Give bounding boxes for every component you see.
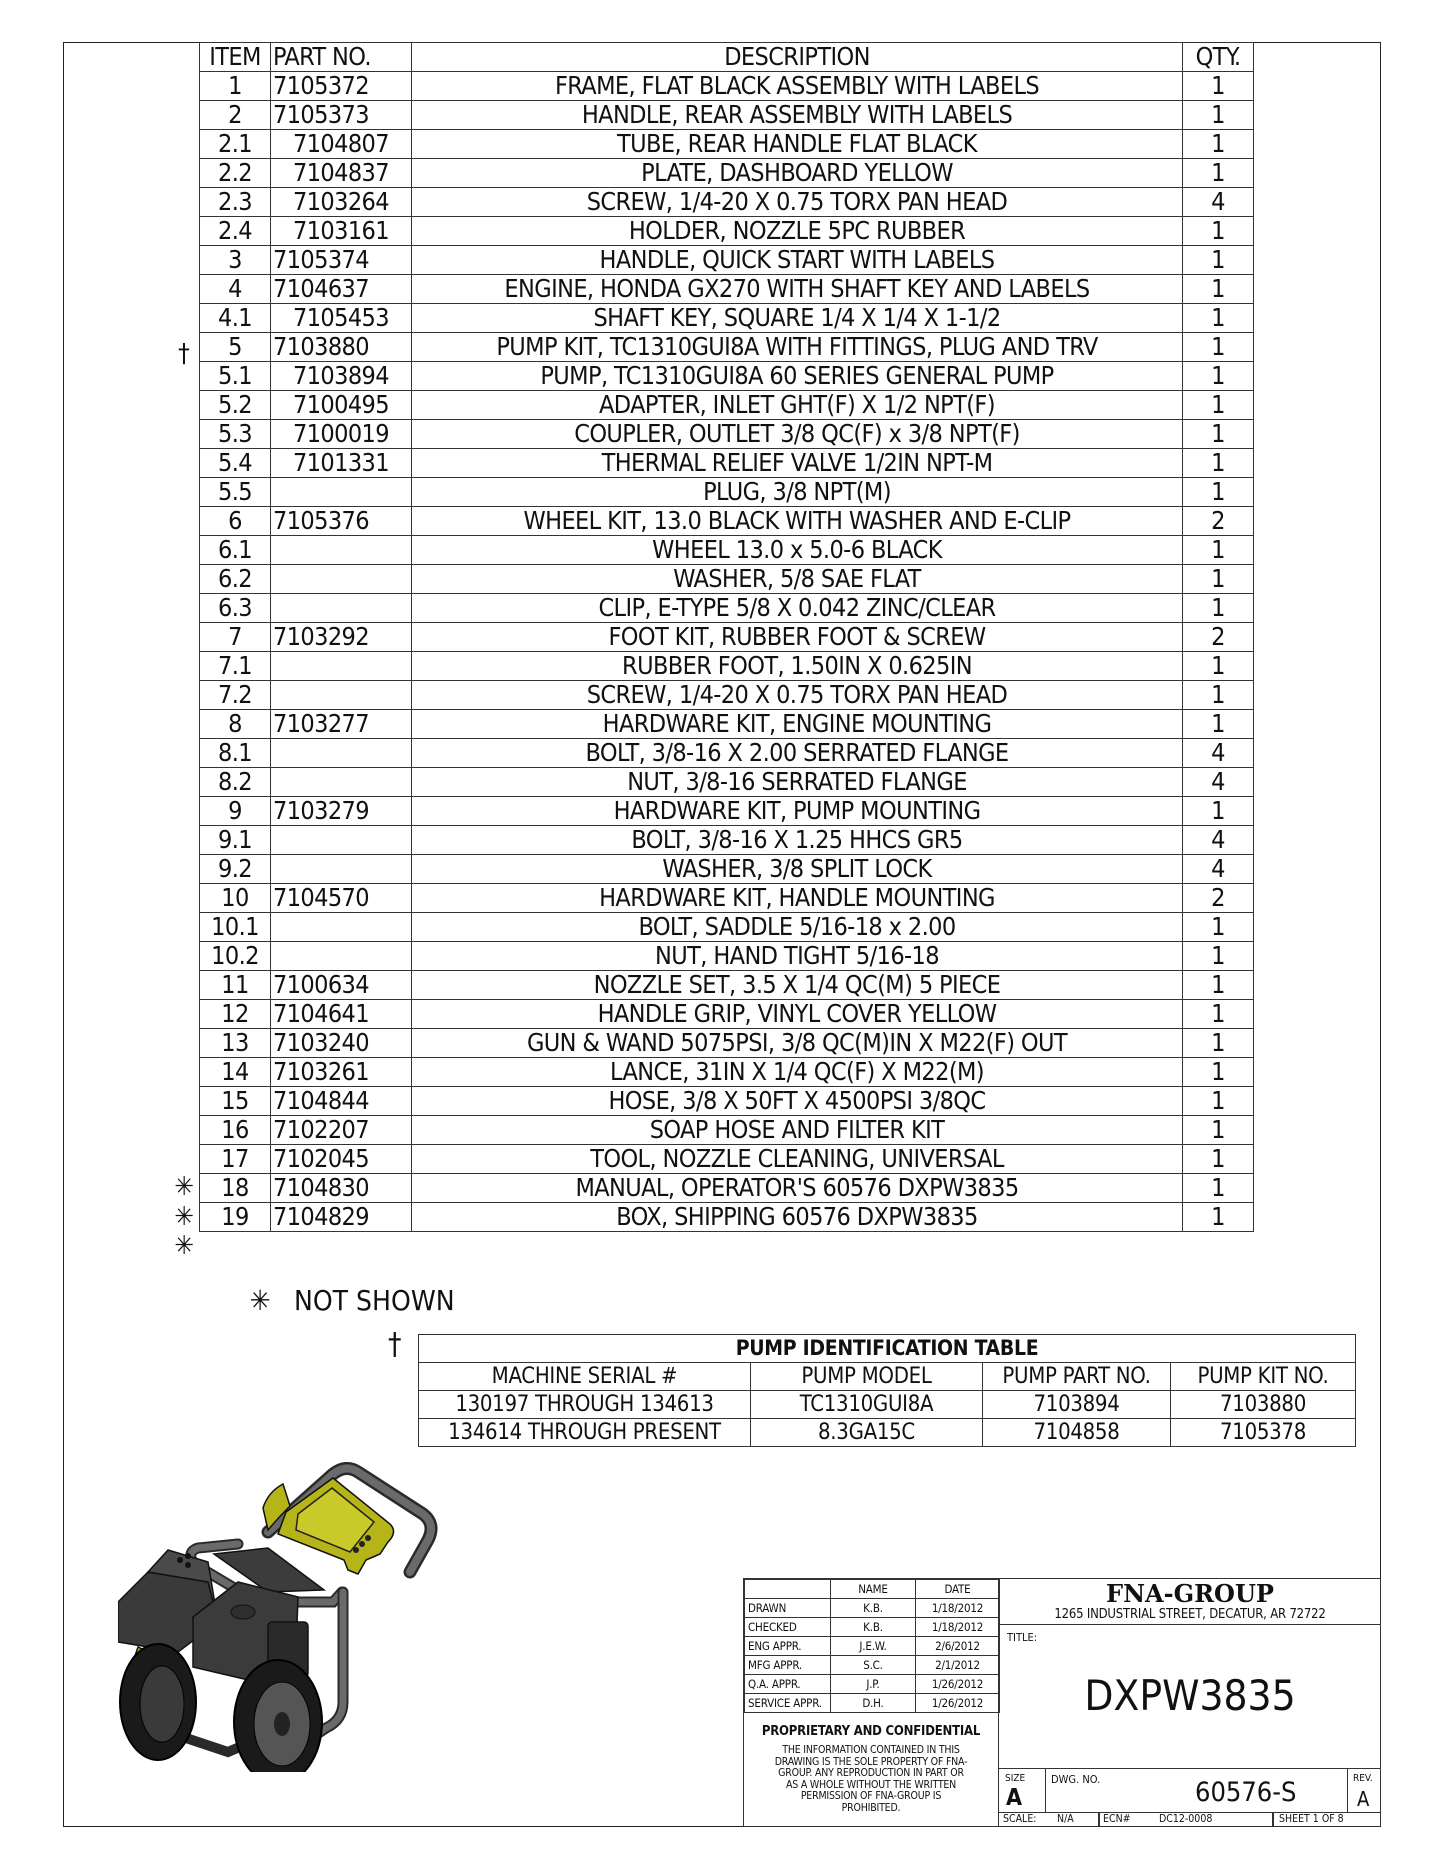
part-number <box>271 826 412 855</box>
signoff-date: 1/18/2012 <box>916 1618 1000 1637</box>
bom-row <box>200 246 1254 275</box>
quantity: 4 <box>1183 739 1254 768</box>
part-number: 7103264 <box>271 188 412 217</box>
bom-row <box>200 72 1254 101</box>
part-description: HARDWARE KIT, PUMP MOUNTING <box>412 797 1183 826</box>
title-block <box>743 1578 1381 1827</box>
bom-row <box>200 478 1254 507</box>
item-number: 8 <box>200 710 271 739</box>
part-description: HOSE, 3/8 X 50FT X 4500PSI 3/8QC <box>412 1087 1183 1116</box>
item-number: 7 <box>200 623 271 652</box>
pump-identification-table <box>418 1334 1356 1447</box>
bom-row <box>200 1029 1254 1058</box>
bom-row <box>200 739 1254 768</box>
signoff-role: ENG APPR. <box>745 1637 831 1656</box>
bom-row <box>200 1087 1254 1116</box>
header-qty: QTY. <box>1183 43 1254 72</box>
proprietary-heading: PROPRIETARY AND CONFIDENTIAL <box>761 1724 981 1739</box>
quantity: 1 <box>1183 101 1254 130</box>
sheet-number: SHEET 1 OF 8 <box>1279 1813 1344 1825</box>
pump-header-serial: MACHINE SERIAL # <box>419 1363 751 1391</box>
part-description: HARDWARE KIT, HANDLE MOUNTING <box>412 884 1183 913</box>
bom-row <box>200 1174 1254 1203</box>
part-description: NUT, HAND TIGHT 5/16-18 <box>412 942 1183 971</box>
signoff-row <box>745 1675 1000 1694</box>
part-number: 7103261 <box>271 1058 412 1087</box>
bom-row <box>200 1058 1254 1087</box>
signoff-role: DRAWN <box>745 1599 831 1618</box>
quantity: 1 <box>1183 246 1254 275</box>
quantity: 1 <box>1183 159 1254 188</box>
item-number: 2.2 <box>200 159 271 188</box>
quantity: 1 <box>1183 1116 1254 1145</box>
item-number: 13 <box>200 1029 271 1058</box>
item-number: 2.3 <box>200 188 271 217</box>
not-shown-text: NOT SHOWN <box>294 1284 455 1317</box>
bom-row <box>200 536 1254 565</box>
part-number: 7104641 <box>271 1000 412 1029</box>
part-description: SCREW, 1/4-20 X 0.75 TORX PAN HEAD <box>412 681 1183 710</box>
header-item: ITEM <box>200 43 271 72</box>
quantity: 1 <box>1183 333 1254 362</box>
part-number <box>271 565 412 594</box>
quantity: 4 <box>1183 855 1254 884</box>
bom-row <box>200 391 1254 420</box>
pump-table-row <box>419 1419 1356 1447</box>
part-number: 7102207 <box>271 1116 412 1145</box>
item-number: 5.1 <box>200 362 271 391</box>
part-number: 7105374 <box>271 246 412 275</box>
part-description: TUBE, REAR HANDLE FLAT BLACK <box>412 130 1183 159</box>
proprietary-notice <box>744 1710 999 1826</box>
signoff-date: 2/6/2012 <box>916 1637 1000 1656</box>
signoff-date: 1/26/2012 <box>916 1675 1000 1694</box>
pump-header-kit-no: PUMP KIT NO. <box>1171 1363 1356 1391</box>
part-number: 7100634 <box>271 971 412 1000</box>
rev-value: A <box>1357 1787 1370 1811</box>
signoff-header-blank <box>745 1580 831 1599</box>
signoff-role: Q.A. APPR. <box>745 1675 831 1694</box>
signoff-row <box>745 1618 1000 1637</box>
bom-row <box>200 304 1254 333</box>
part-number: 7103161 <box>271 217 412 246</box>
scale-value: N/A <box>1057 1813 1074 1825</box>
drawing-title: DXPW3835 <box>1084 1671 1296 1720</box>
part-number: 7104837 <box>271 159 412 188</box>
part-description: TOOL, NOZZLE CLEANING, UNIVERSAL <box>412 1145 1183 1174</box>
part-description: THERMAL RELIEF VALVE 1/2IN NPT-M <box>412 449 1183 478</box>
bom-row <box>200 855 1254 884</box>
part-description: COUPLER, OUTLET 3/8 QC(F) x 3/8 NPT(F) <box>412 420 1183 449</box>
part-number: 7100019 <box>271 420 412 449</box>
part-description: HANDLE GRIP, VINYL COVER YELLOW <box>412 1000 1183 1029</box>
item-number: 2.4 <box>200 217 271 246</box>
part-description: WASHER, 3/8 SPLIT LOCK <box>412 855 1183 884</box>
item-number: 7.1 <box>200 652 271 681</box>
bom-row <box>200 652 1254 681</box>
item-number: 5.2 <box>200 391 271 420</box>
quantity: 1 <box>1183 1029 1254 1058</box>
part-description: PUMP, TC1310GUI8A 60 SERIES GENERAL PUMP <box>412 362 1183 391</box>
dwg-no-value: 60576-S <box>1195 1777 1297 1808</box>
part-number <box>271 739 412 768</box>
quantity: 1 <box>1183 449 1254 478</box>
quantity: 1 <box>1183 304 1254 333</box>
drawing-number-row <box>999 1768 1381 1813</box>
signoff-date: 1/26/2012 <box>916 1694 1000 1713</box>
asterisk-icon: ✳ <box>174 1231 194 1262</box>
item-number: 10 <box>200 884 271 913</box>
part-number <box>271 855 412 884</box>
item-number: 5 <box>200 333 271 362</box>
part-number: 7102045 <box>271 1145 412 1174</box>
item-number: 8.1 <box>200 739 271 768</box>
dagger-icon: † <box>388 1327 402 1362</box>
part-description: CLIP, E-TYPE 5/8 X 0.042 ZINC/CLEAR <box>412 594 1183 623</box>
bom-row <box>200 101 1254 130</box>
part-description: NOZZLE SET, 3.5 X 1/4 QC(M) 5 PIECE <box>412 971 1183 1000</box>
part-number <box>271 913 412 942</box>
item-number: 11 <box>200 971 271 1000</box>
item-number: 6.1 <box>200 536 271 565</box>
quantity: 1 <box>1183 565 1254 594</box>
part-description: RUBBER FOOT, 1.50IN X 0.625IN <box>412 652 1183 681</box>
part-description: PUMP KIT, TC1310GUI8A WITH FITTINGS, PLUG AND TRV <box>412 333 1183 362</box>
part-number: 7104570 <box>271 884 412 913</box>
part-number: 7103894 <box>271 362 412 391</box>
asterisk-icon: ✳ <box>174 1201 194 1232</box>
part-number: 7103292 <box>271 623 412 652</box>
pump-model: 8.3GA15C <box>751 1419 983 1447</box>
item-number: 2.1 <box>200 130 271 159</box>
part-description: SCREW, 1/4-20 X 0.75 TORX PAN HEAD <box>412 188 1183 217</box>
bom-row <box>200 362 1254 391</box>
part-number: 7105372 <box>271 72 412 101</box>
quantity: 1 <box>1183 797 1254 826</box>
signoff-row <box>745 1599 1000 1618</box>
quantity: 1 <box>1183 275 1254 304</box>
part-number: 7105373 <box>271 101 412 130</box>
part-description: WHEEL 13.0 x 5.0-6 BLACK <box>412 536 1183 565</box>
part-number <box>271 536 412 565</box>
bom-row <box>200 681 1254 710</box>
quantity: 1 <box>1183 971 1254 1000</box>
signoff-name: J.E.W. <box>831 1637 916 1656</box>
quantity: 2 <box>1183 623 1254 652</box>
part-number <box>271 594 412 623</box>
signoff-date: 2/1/2012 <box>916 1656 1000 1675</box>
part-description: FRAME, FLAT BLACK ASSEMBLY WITH LABELS <box>412 72 1183 101</box>
company-name: FNA-GROUP <box>1106 1579 1274 1608</box>
signoff-row <box>745 1637 1000 1656</box>
item-number: 15 <box>200 1087 271 1116</box>
quantity: 1 <box>1183 942 1254 971</box>
item-number: 6.3 <box>200 594 271 623</box>
bom-row <box>200 623 1254 652</box>
quantity: 1 <box>1183 130 1254 159</box>
bill-of-materials-table <box>199 42 1254 1232</box>
pump-part-no: 7104858 <box>983 1419 1171 1447</box>
item-number: 14 <box>200 1058 271 1087</box>
company-block <box>999 1579 1381 1625</box>
item-number: 19 <box>200 1203 271 1232</box>
bom-row <box>200 971 1254 1000</box>
bom-row <box>200 1116 1254 1145</box>
quantity: 4 <box>1183 768 1254 797</box>
pressure-washer-illustration <box>118 1452 448 1772</box>
bom-row <box>200 797 1254 826</box>
part-number: 7105376 <box>271 507 412 536</box>
scale-label: SCALE: <box>1003 1813 1037 1825</box>
part-number: 7103279 <box>271 797 412 826</box>
quantity: 1 <box>1183 1058 1254 1087</box>
item-number: 8.2 <box>200 768 271 797</box>
part-number: 7104844 <box>271 1087 412 1116</box>
part-number <box>271 681 412 710</box>
dagger-icon: † <box>178 338 190 369</box>
bom-row <box>200 130 1254 159</box>
quantity: 4 <box>1183 188 1254 217</box>
quantity: 1 <box>1183 1174 1254 1203</box>
bom-row <box>200 565 1254 594</box>
quantity: 1 <box>1183 1145 1254 1174</box>
bom-row <box>200 275 1254 304</box>
part-description: MANUAL, OPERATOR'S 60576 DXPW3835 <box>412 1174 1183 1203</box>
quantity: 1 <box>1183 1087 1254 1116</box>
part-number: 7105453 <box>271 304 412 333</box>
pump-kit-no: 7105378 <box>1171 1419 1356 1447</box>
bom-row <box>200 217 1254 246</box>
part-description: GUN & WAND 5075PSI, 3/8 QC(M)IN X M22(F) OUT <box>412 1029 1183 1058</box>
scale-row <box>999 1813 1381 1826</box>
item-number: 9 <box>200 797 271 826</box>
item-number: 16 <box>200 1116 271 1145</box>
signoff-role: CHECKED <box>745 1618 831 1637</box>
item-number: 9.2 <box>200 855 271 884</box>
part-description: HOLDER, NOZZLE 5PC RUBBER <box>412 217 1183 246</box>
item-number: 9.1 <box>200 826 271 855</box>
bom-row <box>200 913 1254 942</box>
part-number <box>271 768 412 797</box>
company-address: 1265 INDUSTRIAL STREET, DECATUR, AR 72722 <box>1054 1607 1326 1622</box>
quantity: 2 <box>1183 507 1254 536</box>
rev-label: REV. <box>1353 1773 1373 1784</box>
signoff-header-date: DATE <box>916 1580 1000 1599</box>
signoff-name: K.B. <box>831 1599 916 1618</box>
bom-row <box>200 710 1254 739</box>
dwg-no-label: DWG. NO. <box>1051 1773 1101 1786</box>
item-number: 10.1 <box>200 913 271 942</box>
part-description: SOAP HOSE AND FILTER KIT <box>412 1116 1183 1145</box>
quantity: 1 <box>1183 536 1254 565</box>
quantity: 1 <box>1183 420 1254 449</box>
title-label: TITLE: <box>1007 1631 1038 1644</box>
signoff-role: MFG APPR. <box>745 1656 831 1675</box>
signoff-role: SERVICE APPR. <box>745 1694 831 1713</box>
quantity: 1 <box>1183 594 1254 623</box>
bom-header-row <box>200 43 1254 72</box>
signoff-name: J.P. <box>831 1675 916 1694</box>
pump-header-model: PUMP MODEL <box>751 1363 983 1391</box>
part-description: HANDLE, REAR ASSEMBLY WITH LABELS <box>412 101 1183 130</box>
bom-row <box>200 1203 1254 1232</box>
part-number: 7103240 <box>271 1029 412 1058</box>
part-number <box>271 652 412 681</box>
not-shown-legend <box>240 1284 455 1318</box>
bom-row <box>200 420 1254 449</box>
part-description: SHAFT KEY, SQUARE 1/4 X 1/4 X 1-1/2 <box>412 304 1183 333</box>
item-number: 5.4 <box>200 449 271 478</box>
item-number: 2 <box>200 101 271 130</box>
part-number: 7104807 <box>271 130 412 159</box>
quantity: 1 <box>1183 652 1254 681</box>
part-description: BOLT, 3/8-16 X 2.00 SERRATED FLANGE <box>412 739 1183 768</box>
quantity: 1 <box>1183 72 1254 101</box>
item-number: 4.1 <box>200 304 271 333</box>
quantity: 1 <box>1183 1203 1254 1232</box>
part-description: LANCE, 31IN X 1/4 QC(F) X M22(M) <box>412 1058 1183 1087</box>
header-description: DESCRIPTION <box>412 43 1183 72</box>
part-number <box>271 478 412 507</box>
quantity: 1 <box>1183 710 1254 739</box>
bom-row <box>200 768 1254 797</box>
dwg-no-cell <box>1045 1769 1348 1812</box>
quantity: 1 <box>1183 478 1254 507</box>
quantity: 1 <box>1183 391 1254 420</box>
size-cell <box>999 1769 1046 1812</box>
asterisk-icon: ✳ <box>249 1284 271 1317</box>
proprietary-text: THE INFORMATION CONTAINED IN THIS DRAWING IS THE SOLE PROPERTY OF FNA-GROUP. ANY REPRODUCTION IN PART OR AS A WHOLE WITHOUT THE WRITTEN PERMISSION OF FNA-GROUP IS PROHIBITED. <box>774 1744 968 1814</box>
part-number: 7103277 <box>271 710 412 739</box>
bom-row <box>200 159 1254 188</box>
quantity: 1 <box>1183 217 1254 246</box>
item-number: 3 <box>200 246 271 275</box>
part-description: BOLT, SADDLE 5/16-18 x 2.00 <box>412 913 1183 942</box>
quantity: 1 <box>1183 913 1254 942</box>
serial-range: 130197 THROUGH 134613 <box>419 1391 751 1419</box>
quantity: 1 <box>1183 1000 1254 1029</box>
signoff-name: K.B. <box>831 1618 916 1637</box>
ecn-value: DC12-0008 <box>1159 1813 1213 1825</box>
part-description: ADAPTER, INLET GHT(F) X 1/2 NPT(F) <box>412 391 1183 420</box>
pump-model: TC1310GUI8A <box>751 1391 983 1419</box>
ecn-label: ECN# <box>1103 1813 1131 1825</box>
pump-header-part-no: PUMP PART NO. <box>983 1363 1171 1391</box>
item-number: 17 <box>200 1145 271 1174</box>
item-number: 6.2 <box>200 565 271 594</box>
bom-row <box>200 449 1254 478</box>
part-number: 7104830 <box>271 1174 412 1203</box>
quantity: 2 <box>1183 884 1254 913</box>
part-description: ENGINE, HONDA GX270 WITH SHAFT KEY AND LABELS <box>412 275 1183 304</box>
part-description: WASHER, 5/8 SAE FLAT <box>412 565 1183 594</box>
pump-part-no: 7103894 <box>983 1391 1171 1419</box>
serial-range: 134614 THROUGH PRESENT <box>419 1419 751 1447</box>
bom-row <box>200 333 1254 362</box>
item-number: 12 <box>200 1000 271 1029</box>
bom-row <box>200 826 1254 855</box>
header-part-no: PART NO. <box>271 43 412 72</box>
part-description: HARDWARE KIT, ENGINE MOUNTING <box>412 710 1183 739</box>
part-number: 7104637 <box>271 275 412 304</box>
part-description: BOLT, 3/8-16 X 1.25 HHCS GR5 <box>412 826 1183 855</box>
part-description: PLUG, 3/8 NPT(M) <box>412 478 1183 507</box>
signoff-name: S.C. <box>831 1656 916 1675</box>
part-number: 7104829 <box>271 1203 412 1232</box>
bom-row <box>200 507 1254 536</box>
signoff-row <box>745 1656 1000 1675</box>
part-number <box>271 942 412 971</box>
pump-kit-no: 7103880 <box>1171 1391 1356 1419</box>
part-description: WHEEL KIT, 13.0 BLACK WITH WASHER AND E-CLIP <box>412 507 1183 536</box>
part-description: HANDLE, QUICK START WITH LABELS <box>412 246 1183 275</box>
part-number: 7103880 <box>271 333 412 362</box>
bom-row <box>200 188 1254 217</box>
item-number: 7.2 <box>200 681 271 710</box>
signoff-date: 1/18/2012 <box>916 1599 1000 1618</box>
item-number: 5.3 <box>200 420 271 449</box>
bom-row <box>200 942 1254 971</box>
item-number: 1 <box>200 72 271 101</box>
bom-row <box>200 594 1254 623</box>
quantity: 4 <box>1183 826 1254 855</box>
item-number: 5.5 <box>200 478 271 507</box>
part-number: 7101331 <box>271 449 412 478</box>
part-description: FOOT KIT, RUBBER FOOT & SCREW <box>412 623 1183 652</box>
part-description: BOX, SHIPPING 60576 DXPW3835 <box>412 1203 1183 1232</box>
quantity: 1 <box>1183 362 1254 391</box>
item-number: 6 <box>200 507 271 536</box>
bom-row <box>200 1145 1254 1174</box>
bom-row <box>200 1000 1254 1029</box>
item-number: 4 <box>200 275 271 304</box>
pump-table-title: PUMP IDENTIFICATION TABLE <box>419 1335 1356 1363</box>
item-number: 10.2 <box>200 942 271 971</box>
size-label: SIZE <box>1005 1773 1026 1784</box>
signoff-name: D.H. <box>831 1694 916 1713</box>
rev-cell <box>1347 1769 1381 1812</box>
part-description: PLATE, DASHBOARD YELLOW <box>412 159 1183 188</box>
item-number: 18 <box>200 1174 271 1203</box>
size-value: A <box>1006 1785 1023 1811</box>
part-description: NUT, 3/8-16 SERRATED FLANGE <box>412 768 1183 797</box>
asterisk-icon: ✳ <box>174 1171 194 1202</box>
signoff-header-name: NAME <box>831 1580 916 1599</box>
quantity: 1 <box>1183 681 1254 710</box>
bom-row <box>200 884 1254 913</box>
part-number: 7100495 <box>271 391 412 420</box>
signoff-table <box>744 1579 1000 1713</box>
pump-table-row <box>419 1391 1356 1419</box>
